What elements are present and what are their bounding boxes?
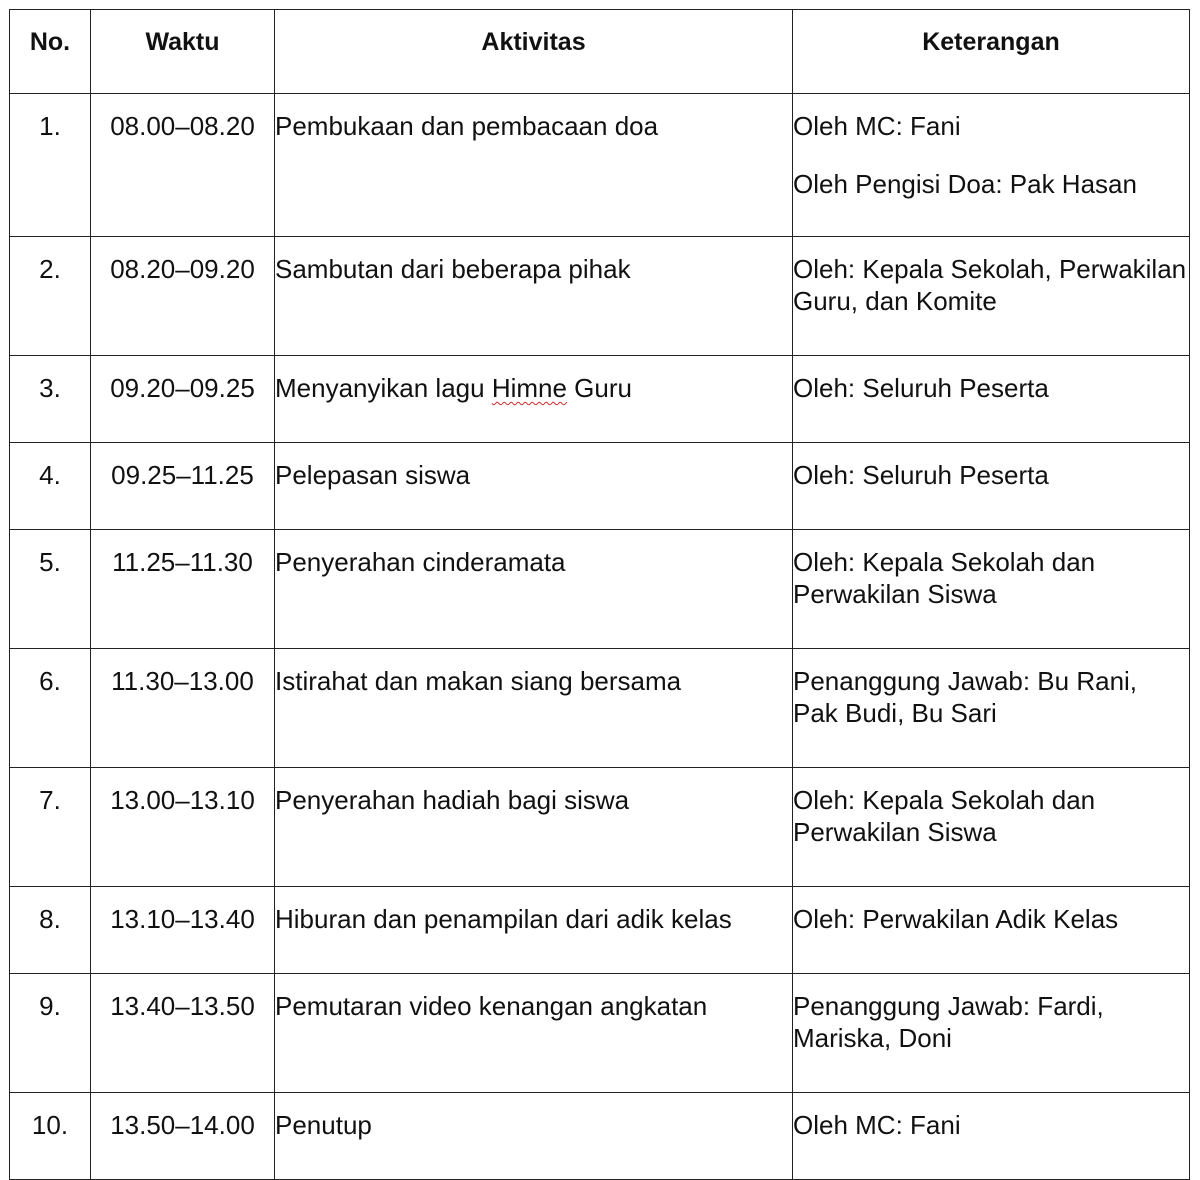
cell-activity: Sambutan dari beberapa pihak [275, 237, 793, 356]
cell-activity: Hiburan dan penampilan dari adik kelas [275, 887, 793, 974]
cell-note: Oleh: Kepala Sekolah dan Perwakilan Siswa [793, 530, 1190, 649]
table-row [10, 887, 1190, 974]
cell-no: 6. [10, 649, 91, 768]
cell-note [793, 94, 1190, 237]
cell-note: Penanggung Jawab: Fardi, Mariska, Doni [793, 974, 1190, 1093]
table-row [10, 94, 1190, 237]
schedule-table [9, 9, 1190, 1180]
cell-time: 11.30–13.00 [91, 649, 275, 768]
cell-time: 09.20–09.25 [91, 356, 275, 443]
activity-text-post: Guru [566, 373, 632, 403]
cell-no: 3. [10, 356, 91, 443]
cell-note: Penanggung Jawab: Bu Rani, Pak Budi, Bu Sari [793, 649, 1190, 768]
cell-no: 7. [10, 768, 91, 887]
table-row [10, 768, 1190, 887]
header-time: Waktu [91, 10, 275, 94]
cell-no: 4. [10, 443, 91, 530]
cell-time: 08.00–08.20 [91, 94, 275, 237]
header-note: Keterangan [793, 10, 1190, 94]
header-row [10, 10, 1190, 94]
cell-activity: Pelepasan siswa [275, 443, 793, 530]
cell-activity: Pemutaran video kenangan angkatan [275, 974, 793, 1093]
note-line-prayer: Oleh Pengisi Doa: Pak Hasan [793, 169, 1137, 199]
table-row [10, 237, 1190, 356]
table-row [10, 356, 1190, 443]
spellcheck-flagged-word[interactable]: Himne [491, 373, 567, 403]
cell-activity: Penyerahan cinderamata [275, 530, 793, 649]
cell-time: 13.10–13.40 [91, 887, 275, 974]
cell-activity: Penyerahan hadiah bagi siswa [275, 768, 793, 887]
note-line-mc: Oleh MC: Fani [793, 111, 961, 141]
table-row [10, 1093, 1190, 1180]
cell-note: Oleh MC: Fani [793, 1093, 1190, 1180]
table-row [10, 443, 1190, 530]
cell-time: 13.00–13.10 [91, 768, 275, 887]
table-row [10, 974, 1190, 1093]
cell-time: 09.25–11.25 [91, 443, 275, 530]
cell-activity: Pembukaan dan pembacaan doa [275, 94, 793, 237]
cell-activity: Penutup [275, 1093, 793, 1180]
cell-no: 9. [10, 974, 91, 1093]
cell-time: 08.20–09.20 [91, 237, 275, 356]
cell-time: 13.40–13.50 [91, 974, 275, 1093]
header-no: No. [10, 10, 91, 94]
cell-note: Oleh: Kepala Sekolah, Perwakilan Guru, dan Komite [793, 237, 1190, 356]
cell-no: 1. [10, 94, 91, 237]
cell-note: Oleh: Perwakilan Adik Kelas [793, 887, 1190, 974]
cell-no: 2. [10, 237, 91, 356]
cell-note: Oleh: Seluruh Peserta [793, 443, 1190, 530]
cell-no: 10. [10, 1093, 91, 1180]
cell-time: 13.50–14.00 [91, 1093, 275, 1180]
table-row [10, 649, 1190, 768]
activity-text-pre: Menyanyikan lagu [275, 373, 492, 403]
cell-no: 5. [10, 530, 91, 649]
table-row [10, 530, 1190, 649]
cell-note: Oleh: Seluruh Peserta [793, 356, 1190, 443]
cell-activity: Istirahat dan makan siang bersama [275, 649, 793, 768]
cell-time: 11.25–11.30 [91, 530, 275, 649]
header-activity: Aktivitas [275, 10, 793, 94]
cell-no: 8. [10, 887, 91, 974]
cell-note: Oleh: Kepala Sekolah dan Perwakilan Siswa [793, 768, 1190, 887]
cell-activity [275, 356, 793, 443]
